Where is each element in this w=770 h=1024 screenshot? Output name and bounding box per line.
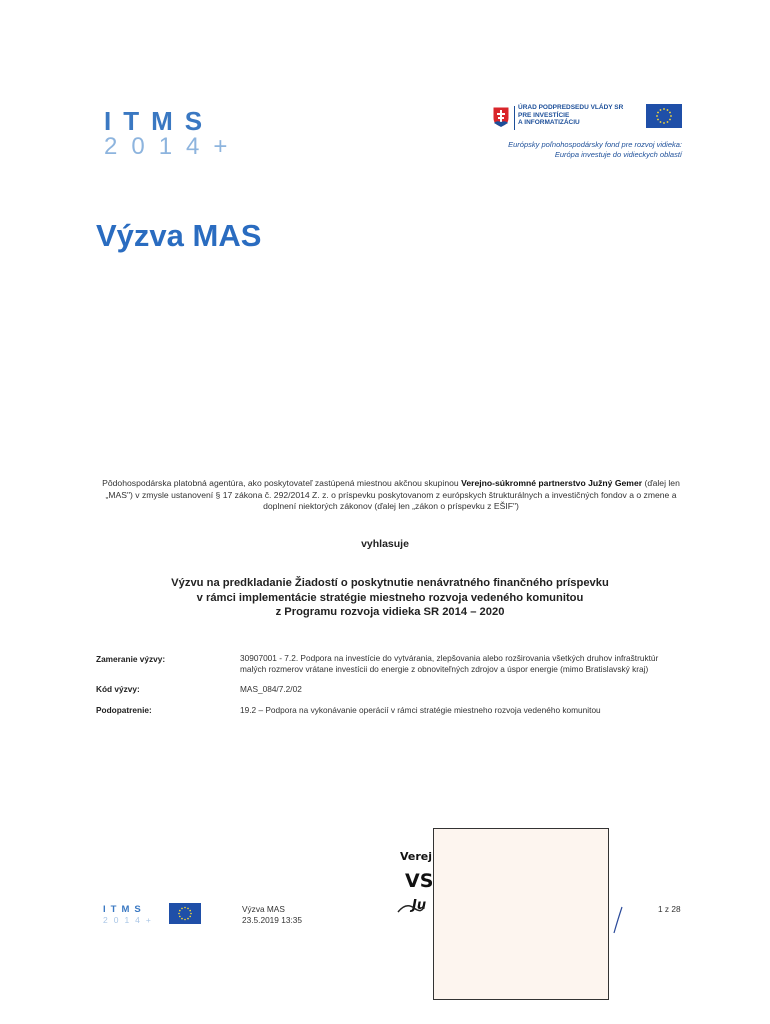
itms-logo-line2: 2014+ — [104, 133, 242, 160]
itms-logo-line1: ITMS — [104, 106, 215, 136]
gov-text-line: PRE INVESTÍCIE — [518, 111, 570, 119]
gov-text-line: ÚRAD PODPREDSEDU VLÁDY SR — [518, 104, 624, 111]
signature-stroke — [612, 905, 624, 940]
intro-paragraph — [96, 478, 686, 513]
intro-text: Pôdohospodárska platobná agentúra, ako poskytovateľ zastúpená miestnou akčnou skupinou — [102, 478, 462, 488]
submeasure-label: Podopatrenie: — [96, 705, 152, 715]
call-heading-line: v rámci implementácie stratégie miestneho rozvoja vedeného komunitou — [196, 591, 584, 604]
call-heading-line: Výzvu na predkladanie Žiadostí o poskytnutie nenávratného finančného príspevku — [171, 577, 609, 589]
call-code-label: Kód výzvy: — [96, 684, 140, 694]
eu-fund-caption — [508, 140, 682, 160]
footer-eu-flag-icon — [169, 903, 201, 924]
call-code-value: MAS_084/7.2/02 — [240, 684, 302, 694]
announces-label: vyhlasuje — [361, 538, 409, 550]
eu-caption-line: Európa investuje do vidieckych oblastí — [554, 150, 682, 159]
eu-caption-line: Európsky poľnohospodársky fond pre rozvoj vidieka: — [508, 140, 682, 149]
footer-timestamp: 23.5.2019 13:35 — [242, 915, 302, 925]
footer-document-info — [242, 904, 302, 926]
redaction-box — [433, 828, 609, 1000]
stamp-text: VS — [405, 870, 434, 892]
submeasure-value: 19.2 – Podpora na vykonávanie operácií v rámci stratégie miestneho rozvoja vedeného komunitou — [240, 705, 601, 715]
intro-partner-name: Verejno-súkromné partnerstvo Južný Gemer — [461, 478, 643, 488]
footer-itms-logo-line2: 2014+ — [103, 915, 157, 925]
call-heading-line: z Programu rozvoja vidieka SR 2014 – 2020 — [275, 606, 505, 618]
stamp-text: Verej — [400, 850, 433, 863]
footer-doc-title: Výzva MAS — [242, 904, 285, 914]
gov-text-line: A INFORMATIZÁCIU — [518, 119, 580, 126]
page-title: Výzva MAS — [96, 218, 262, 253]
page-number: 1 z 28 — [658, 904, 681, 914]
slovak-coat-of-arms-icon — [492, 106, 510, 128]
intro-text: (ďalej len „MAS") v zmysle ustanovení § 17 zákona č. 292/2014 Z. z. o príspevku poskytovanom z európskych štrukturálnych a investičných fondov a o zmene a doplnení niektorých zákonov (ďalej len „zákon o príspevku z EŠIF") — [105, 478, 680, 511]
stamp-text: Ju — [412, 898, 427, 913]
focus-label: Zameranie výzvy: — [96, 654, 166, 664]
call-heading — [120, 576, 660, 620]
focus-value: 30907001 - 7.2. Podpora na investície do vytvárania, zlepšovania alebo rozširovania všetkých druhov infraštruktúr malých rozmerov vrátane investícii do energie z obnoviteľných zdrojov a úspor energie (mimo Bratislavský kraj) — [240, 653, 659, 674]
signature-stroke — [396, 900, 426, 925]
government-office-name — [518, 104, 623, 127]
logo-divider — [514, 106, 515, 130]
footer-itms-logo-line1: ITMS — [103, 904, 146, 915]
eu-flag-icon — [646, 104, 682, 128]
